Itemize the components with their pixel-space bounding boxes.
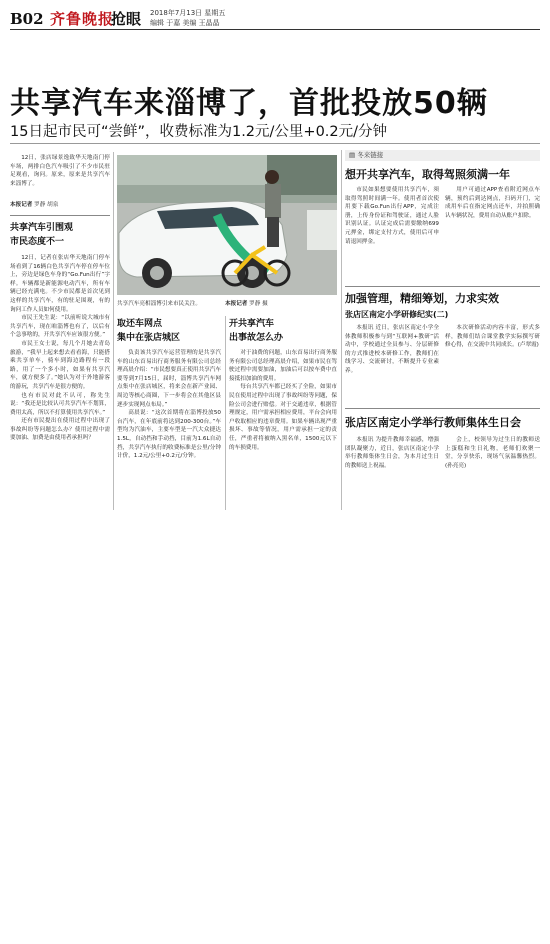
divider: [345, 408, 540, 409]
story3-title: 张店区南定小学举行教师集体生日会: [345, 416, 521, 429]
section3-title-1: 开共享汽车: [229, 319, 275, 329]
column-divider: [341, 150, 342, 510]
story3-body-left: 本报讯 为提升教师幸福感，增强团队凝聚力，近日，张店区南定小学举行教师集体生日会，为本月过生日的教师送上祝福。: [345, 437, 439, 469]
lead-byline: 本报记者 罗静 胡泉: [10, 202, 59, 208]
section1-body: 12日，记者在张店华天地南门停车场看到了16辆白色共享汽车停在停车位上，旁边是绿色车身的“Go.Fun出行”字样。车辆都是新能源电动汽车，所有车辆已经充满电。不少市民都是首次见到这样的共享汽车，有的驻足围观，有的询问工作人员如何使用。 市民王先生说：“以前听说大城市有共享汽车，现在咱淄博也有了，以后有个急事啥的，开共享汽车应该很方便。” 市民王女士说，每几个月她去青岛旅游，“我早上起来想去看看海，只能搭乘共享单车，骑车到海边路程有一段路，用了一个多小时，如果有共享汽车，就方便多了。”她认为对于外地游客的游玩，共享汽车是很方便的。 也有市民对此不认可，称先生说：“我还是比较认可共享汽车不划算，费用太高，所以不打算使用共享汽车。” 还有市民提出在使用过程中出现了事故纠纷等问题怎么办？使用过程中需要加油、加费是由使用者承担吗？: [10, 255, 110, 442]
column-divider: [225, 316, 226, 510]
section2-title-1: 取还车网点: [117, 319, 163, 329]
lead-paragraph: 12日，张店绿景逸致华天地南门停车场，两排白色汽车吸引了不少市民驻足观看，询问。原来，原来是共享汽车来淄博了。: [10, 155, 110, 187]
divider: [10, 215, 110, 216]
news-photo: [117, 155, 337, 295]
story1-body-right: 用户可通过APP查看附近网点车辆，预约后到达网点，扫码开门，完成用车后在指定网点还车，并拍照确认车辆状况，费用自动从账户扣除。: [445, 187, 540, 219]
story2-body-right: 本次研修活动内容丰富，形式多样，教师们结合课堂教学实际撰写研修心得，在交流中共同成长。(卢翠霞): [445, 325, 540, 349]
story1-title: 想开共享汽车，取得驾照须满一年: [345, 168, 510, 181]
column-name: 抢眼: [111, 10, 142, 28]
related-link-banner: ▤ 冬来链接: [345, 150, 540, 161]
story1-body-left: 市民如果想要使用共享汽车，须取得驾照时间满一年。使用者首次使用要下载Go.Fun出行APP，完成注册，上传身份证和驾驶证，通过人脸识别认证。认证完成后需要缴纳699元押金，绑定支付方式，使用后可申请退回押金。: [345, 187, 439, 245]
section3-body: 对于油费的问题，山东首易出行商务服务有限公司总经理高晨介绍，如果市民在驾驶过程中需要加油，加油后可以按车费中直接抵扣加油的费用。 每台共享汽车都已经买了全险，如果市民在使用过程中出现了事故纠纷等问题，保险公司会进行赔偿。对于交通违章，根据管理规定，用户需承担相应费用，平台会向用户收取相应的违章费用。如果车辆出现严重损坏、事故等情况，用户需承担一定的责任，严重者将被纳入黑名单，1500元以下的车损费用。: [229, 350, 337, 451]
column-divider: [113, 152, 114, 510]
story2-body-left: 本报讯 近日，张店区南定小学全体教师积极参与到“互联网+教研”活动中，学校通过全员参与、分层研修的方式推进校本研修工作，教师们在线学习、交流研讨，不断提升专业素养。: [345, 325, 439, 374]
editor-line: 编辑 于嘉 美编 王晶晶: [150, 19, 220, 27]
page-number: B02: [10, 10, 44, 28]
section2-body: 负责该共享汽车运营管理的是共享汽车的山东首易出行商务服务有限公司总经理高晨介绍：“市民想要真正使用共享汽车要等到7月15日，届时，淄博共享汽车网点集中在张店城区，将来会在新产业园、周边等核心商圈，下一步将会在其他区县逐步实现网点布局。” 高晨说：“这次首期将在淄博投放50台汽车，在年底前将达到200-300台。”车型均为汽油车，主要车型是一汽大众捷达1.5L，自动挡和手动挡，目前为1.6L自动挡，共享汽车执行的收费标准是公里/分钟计价，1.2元/公里+0.2元/分钟。: [117, 350, 221, 460]
link-icon: ▤: [349, 151, 358, 159]
photo-caption: 共享汽车亮相淄博引来市民关注。 本报记者 罗静 摄: [117, 301, 268, 307]
subheadline: 15日起市民可“尝鲜”，收费标准为1.2元/公里+0.2元/分钟: [10, 124, 388, 140]
story2-subtitle: 张店区南定小学研修纪实(二): [345, 310, 449, 319]
section2-title-2: 集中在张店城区: [117, 333, 181, 343]
section1-title-2: 市民态度不一: [10, 237, 65, 247]
story2-title: 加强管理，精细筹划，力求实效: [345, 292, 499, 305]
shared-car-photo: [117, 155, 337, 295]
date-line: 2018年7月13日 星期五: [150, 9, 226, 17]
story3-body-right: 会上，校领导为过生日的教师送上蛋糕和生日礼物，老师们欢聚一堂，分享快乐，现场气氛温馨热烈。(孙亮亮): [445, 437, 540, 469]
section1-title-1: 共享汽车引围观: [10, 223, 74, 233]
section3-title-2: 出事故怎么办: [229, 333, 284, 343]
headline: 共享汽车来淄博了，首批投放50辆: [10, 86, 488, 121]
masthead-rule: [10, 29, 540, 30]
newspaper-logo: 齐鲁晚报: [50, 10, 115, 28]
divider: [345, 286, 540, 287]
subhead-rule: [10, 143, 540, 144]
